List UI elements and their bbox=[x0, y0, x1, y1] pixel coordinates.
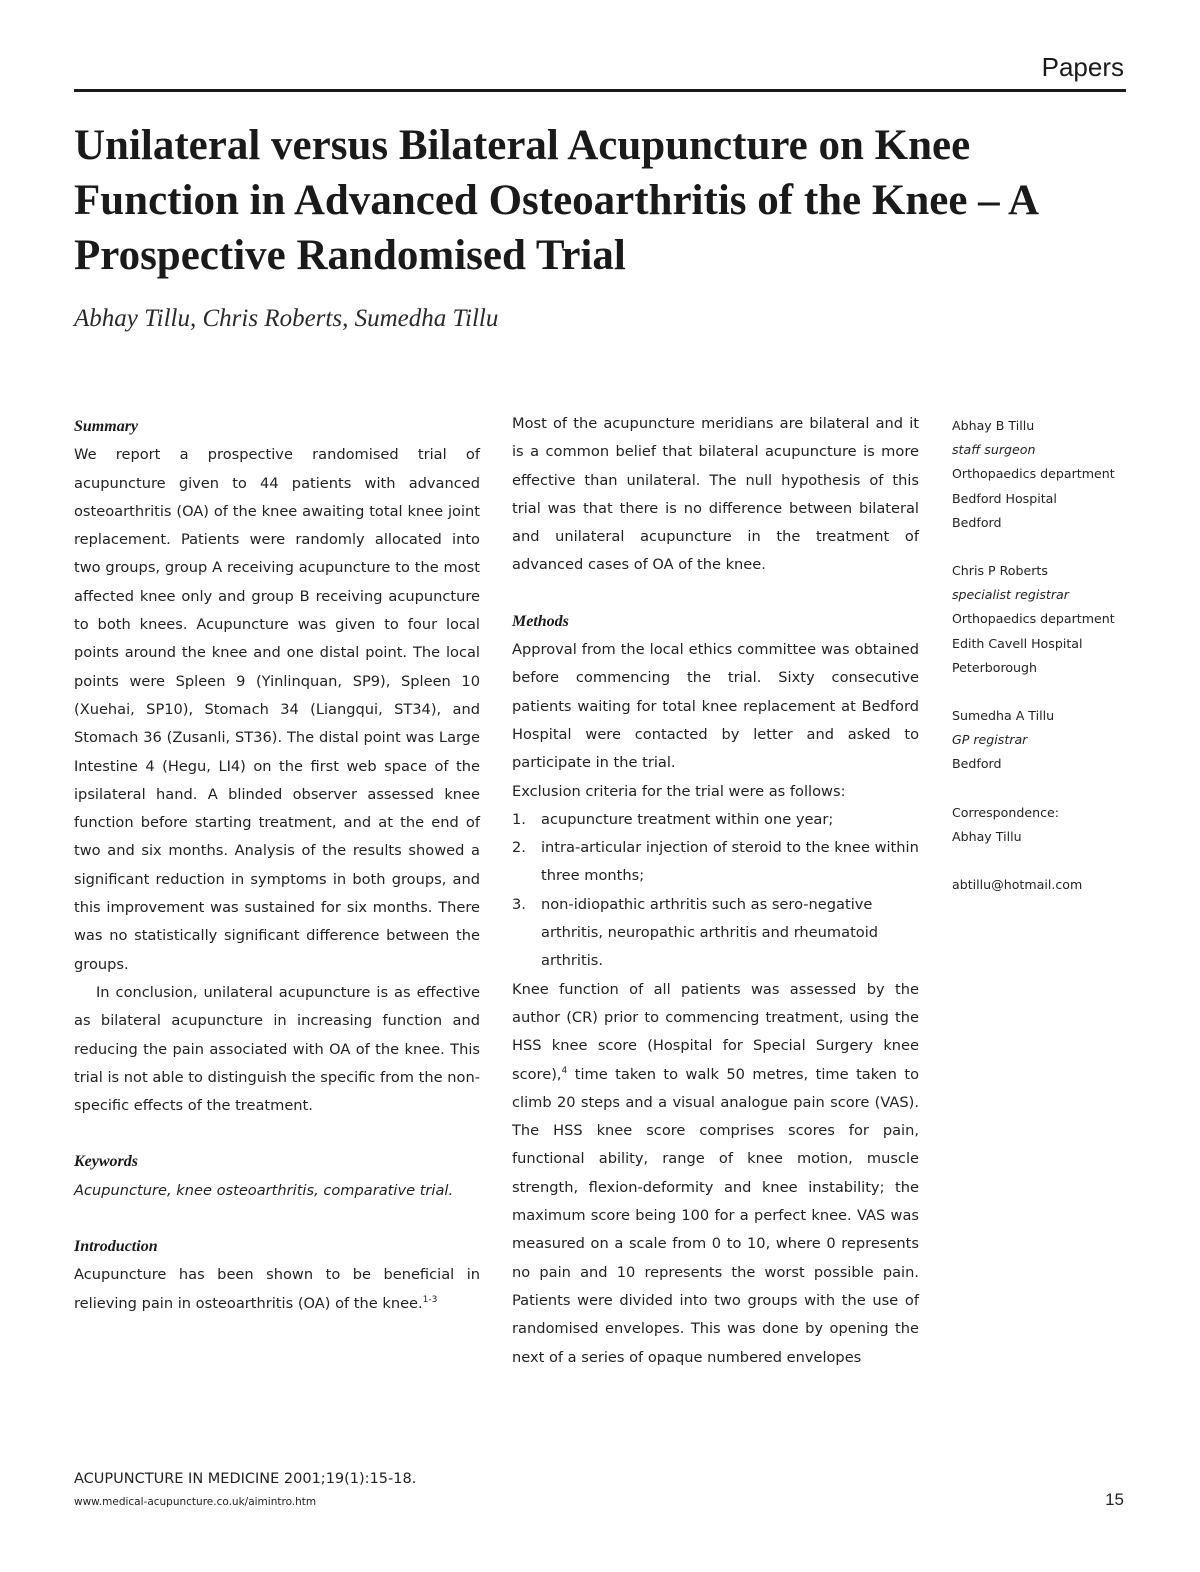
methods-paragraph-2 bbox=[512, 976, 919, 1372]
author-name: Sumedha A Tillu bbox=[952, 708, 1055, 724]
author-department: Orthopaedics department bbox=[952, 611, 1115, 627]
email-link[interactable]: abtillu@hotmail.com bbox=[952, 877, 1083, 893]
keywords-heading: Keywords bbox=[74, 1153, 138, 1171]
introduction-heading: Introduction bbox=[74, 1238, 158, 1256]
author-list: Abhay Tillu, Chris Roberts, Sumedha Tillu bbox=[74, 305, 499, 332]
methods-heading: Methods bbox=[512, 612, 569, 630]
summary-paragraph: We report a prospective randomised trial of acupuncture given to 44 patients with advanced osteoarthritis (OA) of the knee awaiting total knee joint replacement. Patients were randomly allocated into two groups, group A receiving acupuncture to the most affected knee only and group B receiving acupuncture to both knees. Acupuncture was given to four local points around the knee and one distal point. The local points were Spleen 9 (Yinlinquan, SP9), Spleen 10 (Xuehai, SP10), Stomach 34 (Liangqui, ST34), and Stomach 36 (Zusanli, ST36). The distal point was Large Intestine 4 (Hegu, LI4) on the first web space of the ipsilateral hand. A blinded observer assessed knee function before starting treatment, and at the end of two and six months. Analysis of the results showed a significant reduction in symptoms in both groups, and this improvement was sustained for six months. There was no statistically significant difference between the groups. bbox=[74, 446, 480, 973]
list-item-text: intra-articular injection of steroid to the knee within three months; bbox=[541, 839, 919, 885]
author-name: Chris P Roberts bbox=[952, 563, 1048, 579]
methods-text-part1: Knee function of all patients was assessed by the author (CR) prior to commencing treatment, using the HSS knee score (Hospital for Special Surgery knee score), bbox=[512, 980, 919, 1083]
methods-paragraph: Approval from the local ethics committee was obtained before commencing the trial. Sixty consecutive patients waiting for total knee replacement at Bedford Hospital were contacted by letter and asked to participate in the trial. bbox=[512, 641, 919, 772]
author-affiliations bbox=[952, 414, 1142, 897]
author-name: Abhay B Tillu bbox=[952, 418, 1035, 433]
reference-marker: 1-3 bbox=[422, 1294, 438, 1305]
author-department: Orthopaedics department bbox=[952, 466, 1115, 482]
list-item-number: 1. bbox=[512, 810, 526, 828]
author-city: Peterborough bbox=[952, 659, 1038, 675]
correspondence-name: Abhay Tillu bbox=[952, 828, 1022, 844]
list-item bbox=[512, 806, 919, 834]
exclusion-list bbox=[512, 806, 919, 976]
header-rule bbox=[74, 89, 1126, 92]
exclusion-intro: Exclusion criteria for the trial were as follows: bbox=[512, 782, 846, 800]
list-item-number: 2. bbox=[512, 839, 526, 857]
introduction-paragraph-2: Most of the acupuncture meridians are bilateral and it is a common belief that bilateral acupuncture is more effective than unilateral. The null hypothesis of this trial was that there is no difference between bilateral and unilateral acupuncture in the treatment of advanced cases of OA of the knee. bbox=[512, 415, 919, 574]
author-role: specialist registrar bbox=[952, 587, 1069, 603]
list-item bbox=[512, 834, 919, 891]
page-number: 15 bbox=[1105, 1490, 1124, 1509]
correspondence-block bbox=[952, 801, 1142, 849]
introduction-text: Acupuncture has been shown to be beneficial in relieving pain in osteoarthritis (OA) of the knee. bbox=[74, 1266, 480, 1312]
author-hospital: Edith Cavell Hospital bbox=[952, 635, 1083, 651]
section-label: Papers bbox=[1041, 52, 1124, 82]
reference-marker: 4 bbox=[561, 1065, 568, 1076]
summary-conclusion: In conclusion, unilateral acupuncture is as effective as bilateral acupuncture in increasing function and reducing the pain associated with OA of the knee. This trial is not able to distinguish the specific from the non-specific effects of the treatment. bbox=[74, 983, 480, 1115]
author-role: staff surgeon bbox=[952, 442, 1036, 458]
journal-citation: ACUPUNCTURE IN MEDICINE 2001;19(1):15-18. bbox=[74, 1471, 417, 1487]
keywords-text: Acupuncture, knee osteoarthritis, comparative trial. bbox=[74, 1181, 454, 1199]
author-block-1 bbox=[952, 414, 1142, 535]
introduction-paragraph bbox=[74, 1261, 480, 1318]
journal-url-link[interactable]: www.medical-acupuncture.co.uk/aimintro.htm bbox=[74, 1496, 317, 1508]
middle-column bbox=[512, 410, 919, 1372]
article-title: Unilateral versus Bilateral Acupuncture on Knee Function in Advanced Osteoarthritis of the Knee – A Prospective Randomised Trial bbox=[74, 122, 1037, 279]
author-role: GP registrar bbox=[952, 732, 1028, 748]
list-item-text: non-idiopathic arthritis such as sero-negative arthritis, neuropathic arthritis and rheumatoid arthritis. bbox=[541, 895, 879, 970]
author-block-2 bbox=[952, 559, 1142, 680]
methods-text-part2: time taken to walk 50 metres, time taken to climb 20 steps and a visual analogue pain score (VAS). The HSS knee score comprises scores for pain, functional ability, range of knee motion, muscle strength, flexion-deformity and knee instability; the maximum score being 100 for a perfect knee. VAS was measured on a scale from 0 to 10, where 0 represents no pain and 10 represents the worst possible pain. Patients were divided into two groups with the use of randomised envelopes. This was done by opening the next of a series of opaque numbered envelopes bbox=[512, 1065, 919, 1366]
left-column bbox=[74, 413, 480, 1318]
list-item-number: 3. bbox=[512, 895, 526, 913]
list-item bbox=[512, 891, 919, 976]
author-block-3 bbox=[952, 704, 1142, 777]
author-hospital: Bedford Hospital bbox=[952, 490, 1057, 506]
author-city: Bedford bbox=[952, 514, 1002, 530]
author-city: Bedford bbox=[952, 756, 1002, 772]
list-item-text: acupuncture treatment within one year; bbox=[541, 810, 834, 828]
correspondence-label: Correspondence: bbox=[952, 804, 1059, 820]
summary-heading: Summary bbox=[74, 418, 139, 435]
